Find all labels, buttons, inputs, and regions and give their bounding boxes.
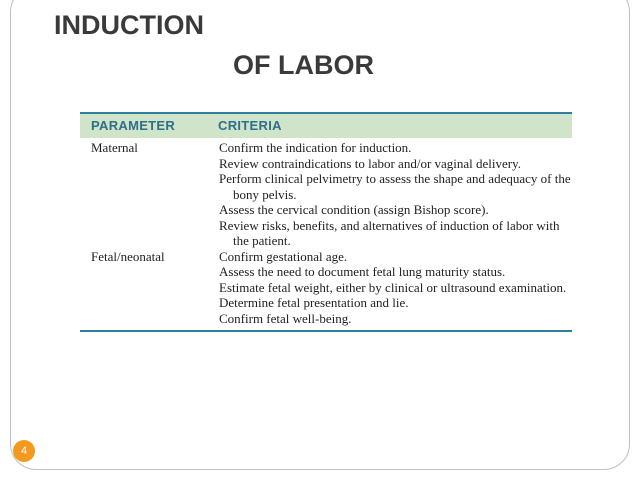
criteria-item: Review contraindications to labor and/or vaginal delivery.	[219, 155, 522, 171]
criteria-item: Assess the need to document fetal lung maturity status.	[219, 264, 506, 279]
table-header	[80, 114, 572, 138]
criteria-item: Perform clinical pelvimetry to assess the shape and adequacy of the bony pelvis.	[219, 171, 571, 202]
criteria-cell	[219, 140, 572, 249]
criteria-item: Estimate fetal weight, either by clinical or ultrasound examination.	[219, 279, 567, 295]
criteria-cell	[219, 249, 572, 327]
criteria-item: Confirm the indication for induction.	[219, 140, 412, 155]
criteria-item: Confirm fetal well-being.	[219, 310, 352, 326]
page-number-badge: 4	[13, 440, 35, 462]
table-body	[80, 138, 572, 326]
criteria-item: Determine fetal presentation and lie.	[219, 295, 409, 310]
table-row-fetal	[80, 249, 572, 327]
criteria-item: Review risks, benefits, and alternatives of induction of labor with the patient.	[219, 217, 560, 248]
parameter-cell: Fetal/neonatal	[91, 248, 165, 264]
header-parameter: PARAMETER	[91, 118, 176, 133]
slide-title-line2: OF LABOR	[233, 50, 374, 80]
slide-title-line1: INDUCTION	[54, 10, 204, 40]
table-bottom-rule	[80, 330, 572, 332]
table-row-maternal	[80, 140, 572, 249]
parameter-cell: Maternal	[91, 140, 138, 155]
criteria-item: Confirm gestational age.	[219, 248, 348, 264]
criteria-item: Assess the cervical condition (assign Bishop score).	[219, 202, 489, 217]
criteria-table	[80, 112, 572, 332]
header-criteria: CRITERIA	[218, 118, 282, 133]
